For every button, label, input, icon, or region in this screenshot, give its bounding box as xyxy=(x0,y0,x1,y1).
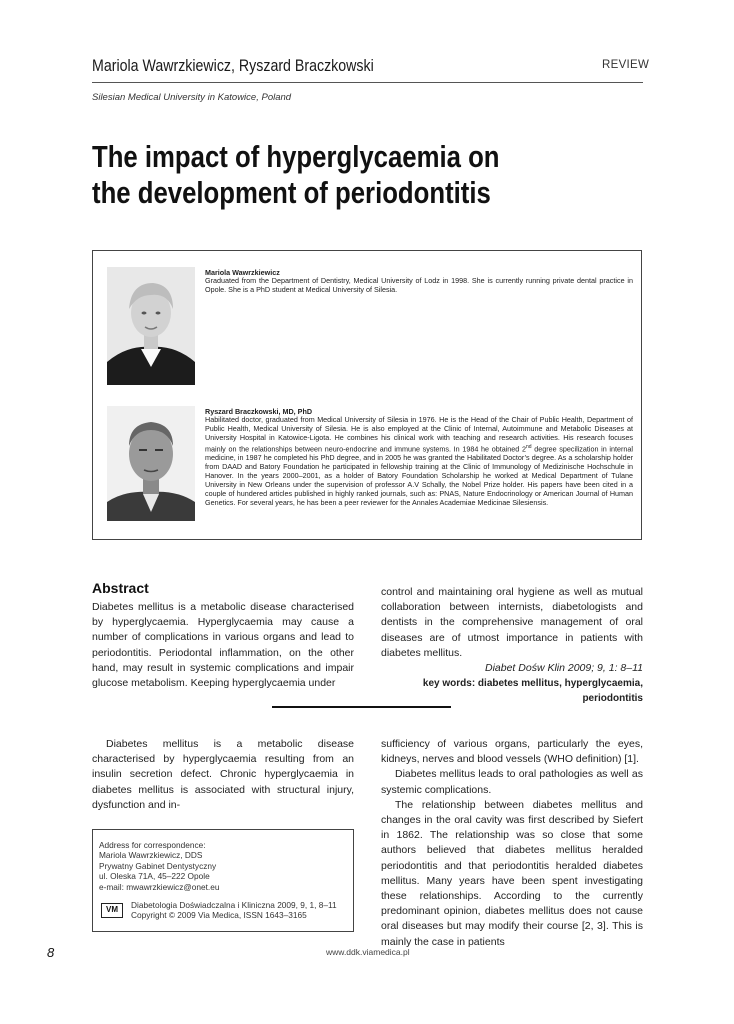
author-bio-box xyxy=(92,250,642,540)
corr-line-4: ul. Oleska 71A, 45–222 Opole xyxy=(99,871,210,882)
body-left-col xyxy=(92,737,354,813)
running-head-authors: Mariola Wawrzkiewicz, Ryszard Braczkowski xyxy=(92,57,374,75)
correspondence-box xyxy=(92,829,354,932)
body-right-col xyxy=(381,737,643,950)
corr-email: e-mail: mwawrzkiewicz@onet.eu xyxy=(99,881,220,892)
abstract-left-col: Diabetes mellitus is a metabolic disease characterised by hyperglycaemia. Hyperglycaemia may cause a number of complications in various organs and lead to periodontitis. Periodontal inflammation, on the other hand, may result in systemic complications and impair glucose metabolism. Keeping hyperglycaemia under xyxy=(92,601,354,690)
title-line-2: the development of periodontitis xyxy=(92,175,491,210)
citation: Diabet Dośw Klin 2009; 9, 1: 8–11 xyxy=(485,662,643,675)
corr-line-3: Prywatny Gabinet Dentystyczny xyxy=(99,860,217,871)
journal-ref: Diabetologia Doświadczalna i Kliniczna 2009, 9, 1, 8–11 xyxy=(131,900,337,911)
body-right-p1: sufficiency of various organs, particularly the eyes, kidneys, nerves and blood vessels (WHO definition) [1]. xyxy=(381,738,643,766)
footer-url: www.ddk.viamedica.pl xyxy=(326,947,410,957)
article-title xyxy=(92,139,500,211)
body-left-p1: Diabetes mellitus is a metabolic disease characterised by hyperglycaemia resulting from an insulin secretion defect. Chronic hyperglycaemia in diabetes mellitus is associated with structural injury, dysfunction and in- xyxy=(92,738,354,811)
via-medica-logo: VM xyxy=(101,903,123,918)
bio-text-2b: degree specilization in internal medicine, in 1987 he completed his PhD degree, and in 2005 he was granted the Habilitated Doctor’s degree. As a scholarship holder from DAAD and Batory Foundation he participated in fellowship training at the Clinic of Immunology of Medizinische Hochschule in Hanover. In the years 2000–2001, as a holder of Batory Foundation Scholarship he worked at Medical Department of Tulane University in New Orleans under the supervision of professor A.V Schally, the Nobel Prize holder. His papers have been cited in a couple of hundered articles published in highly ranked journals, such as: PNAS, Nature Endocrinology or American Journal of Human Genetics. For several years, he has been a peer reviewer for the Annales Academiae Medicinae Silesiensis. xyxy=(205,444,633,507)
keywords: key words: diabetes mellitus, hyperglycaemia, periodontitis xyxy=(422,678,643,705)
corr-line-1: Address for correspondence: xyxy=(99,840,206,850)
section-divider xyxy=(272,706,451,708)
affiliation: Silesian Medical University in Katowice, Poland xyxy=(92,92,292,103)
section-label: REVIEW xyxy=(602,59,650,71)
author-photo-braczkowski xyxy=(107,406,195,521)
abstract-right-col xyxy=(381,585,643,707)
author-photo-wawrzkiewicz xyxy=(107,267,195,385)
bio-name-1: Mariola Wawrzkiewicz xyxy=(205,268,280,277)
portrait-woman-icon xyxy=(107,267,195,385)
bio-text-2a: Habilitated doctor, graduated from Medical University of Silesia in 1976. He is the Head of the Chair of Public Health, Department of Public Health, Medical University of Silesia. He is also employed at the Clinic of Internal, Autoimmune and Metabolic Diseases at University Hospital in Katowice-Ligota. He combines his clinical work with teaching and research activities. His research focuses mainly on the relationships between neuro-endocrine and immune systems. In 1984 he obtained 2 xyxy=(205,415,633,454)
bio-name-2: Ryszard Braczkowski, MD, PhD xyxy=(205,407,313,416)
bio-text-2 xyxy=(205,416,633,507)
title-line-1: The impact of hyperglycaemia on xyxy=(92,139,500,174)
bio-text-1: Graduated from the Department of Dentistry, Medical University of Lodz in 1998. She is currently running private dental practice in Opole. She is a PhD student at Medical University of Silesia. xyxy=(205,276,633,294)
copyright: Copyright © 2009 Via Medica, ISSN 1643–3165 xyxy=(131,910,307,921)
abstract-right-text: control and maintaining oral hygiene as well as mutual collaboration between internists, diabetologists and dentists in the comprehensive management of oral diseases are of utmost importance in patients with diabetes mellitus. xyxy=(381,586,643,659)
header-rule xyxy=(92,82,643,83)
page-number: 8 xyxy=(47,945,55,960)
bio-text-2-sup: nd xyxy=(525,443,532,450)
body-right-p3: The relationship between diabetes mellitus and changes in the oral cavity was first described by Siefert in 1862. The relationship was so close that some authors believed that diabetes mellitus heralded periodontitis and that periodontitis heralded diabetes mellitus. Many years have been spent investigating these relationships. According to the currently predominant opinion, diabetes mellitus does not cause oral diseases but may modify their course [2, 3]. This is mainly the case in patients xyxy=(381,798,643,948)
abstract-heading: Abstract xyxy=(92,580,149,596)
corr-line-2: Mariola Wawrzkiewicz, DDS xyxy=(99,850,203,861)
portrait-man-icon xyxy=(107,406,195,521)
body-right-p2: Diabetes mellitus leads to oral pathologies as well as systemic complications. xyxy=(381,768,643,796)
